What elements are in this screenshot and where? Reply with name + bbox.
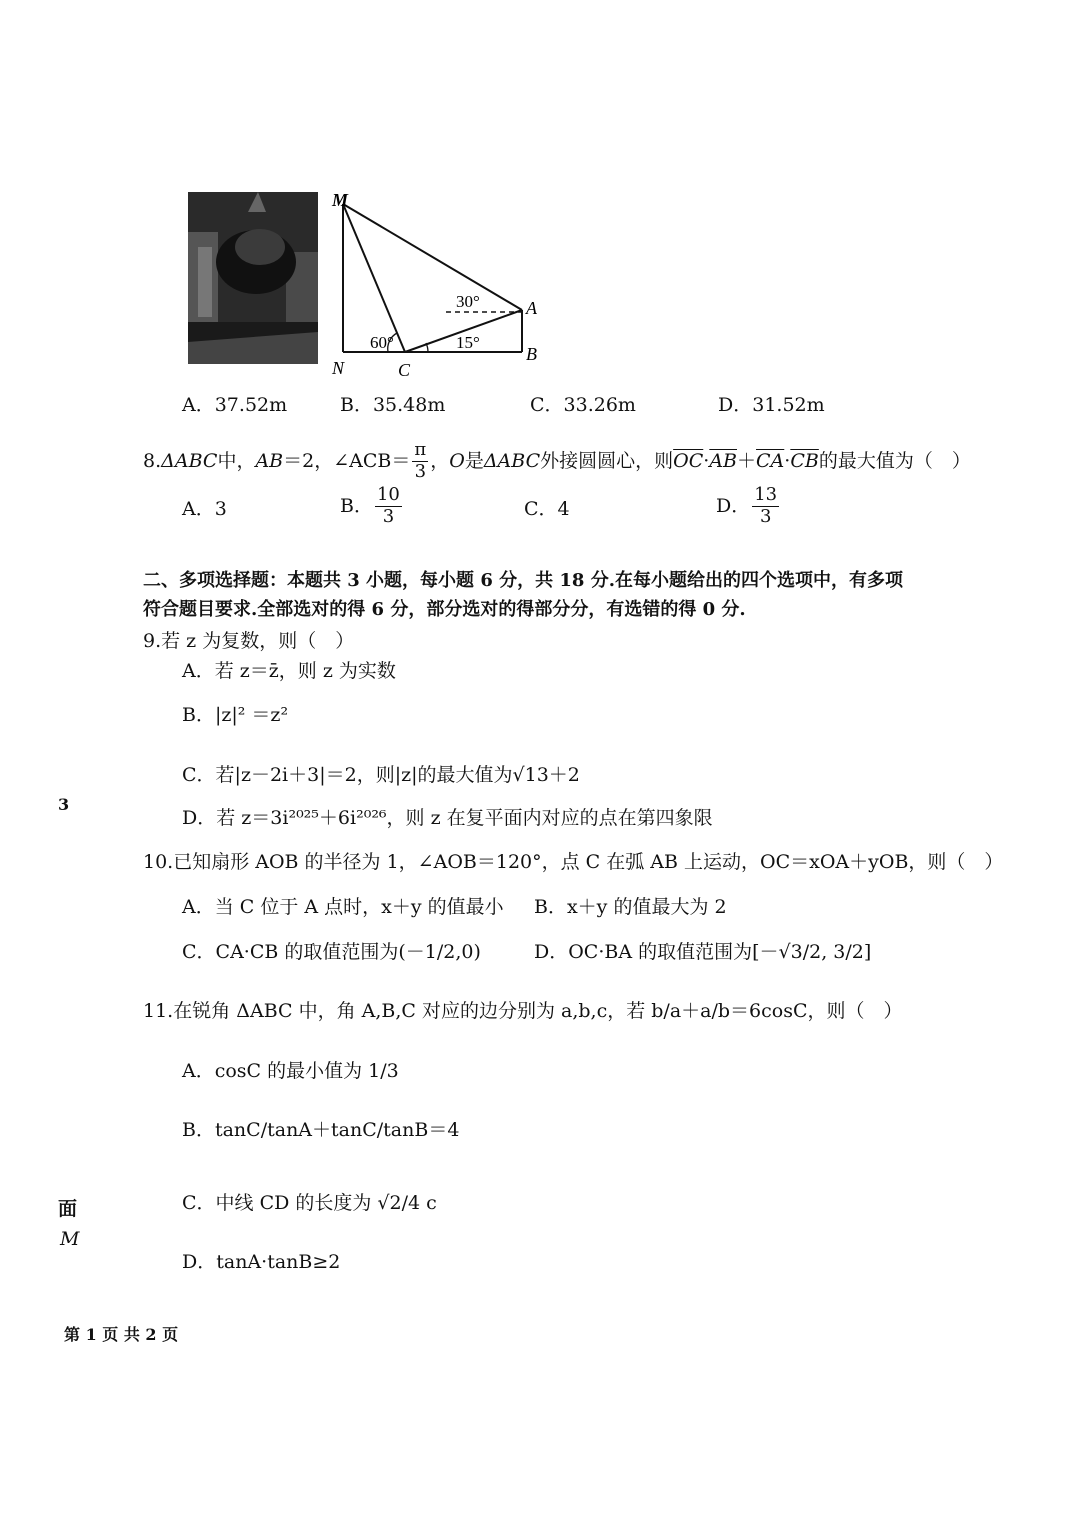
q8-comma: ，: [430, 449, 450, 472]
angle-30: 30°: [456, 292, 480, 311]
q8-triangle: ΔABC: [161, 449, 218, 472]
q8-triangle-2: ΔABC: [483, 449, 541, 472]
q9-option-c: C．若|z－2i＋3|＝2，则|z|的最大值为√13＋2: [182, 764, 580, 786]
q8-ab: AB: [255, 449, 284, 472]
triangle-diagram: [326, 188, 556, 383]
q11-option-d: D．tanA·tanB≥2: [182, 1251, 341, 1273]
q8-dot-2: ·: [784, 449, 791, 472]
section2-line2: 符合题目要求.全部选对的得 6 分，部分选对的得部分分，有选错的得 0 分.: [143, 599, 746, 620]
q11-option-b: B．tanC/tanA＋tanC/tanB＝4: [182, 1119, 460, 1141]
q10-option-a: A．当 C 位于 A 点时，x＋y 的值最小: [182, 896, 504, 918]
q8-option-a: A．3: [182, 498, 227, 520]
label-B: B: [526, 344, 537, 364]
q10-stem: 10.已知扇形 AOB 的半径为 1，∠AOB＝120°，点 C 在弧 AB 上运动，OC＝xOA＋yOB，则（ ）: [143, 851, 1004, 873]
q8-vec-cb: $\overline{CB}$: [790, 449, 819, 472]
q8-pi-fraction: $\frac{\pi}{3}$: [414, 439, 427, 482]
q8-text-5: 的最大值为（ ）: [818, 449, 971, 472]
q10-option-c: C．CA·CB 的取值范围为(－1/2,0): [182, 941, 481, 963]
q8-text-2: ＝2，∠ACB＝: [283, 449, 411, 472]
label-A: A: [526, 298, 537, 318]
q11-stem: 11.在锐角 ΔABC 中，角 A,B,C 对应的边分别为 a,b,c，若 b/a＋a/b＝6cosC，则（ ）: [143, 1000, 903, 1022]
page-footer: 第 1 页 共 2 页: [64, 1325, 179, 1344]
q7-option-b: B．35.48m: [340, 394, 446, 416]
q8-text-1: 中，: [217, 449, 256, 472]
q8-vec-ca: $\overline{CA}$: [756, 449, 785, 472]
q8-option-d: D． $\frac{13}{3}$: [716, 484, 778, 527]
label-N: N: [332, 358, 345, 378]
q9-option-b: B．|z|² ＝z²: [182, 704, 289, 726]
q8-number: 8.: [143, 449, 162, 472]
label-C: C: [398, 360, 411, 380]
q8-option-b: B． $\frac{10}{3}$: [340, 484, 400, 527]
q8-text-4: 外接圆圆心，则: [540, 449, 674, 472]
q8-d-fraction: $\frac{13}{3}$: [754, 484, 778, 527]
q11-option-c: C．中线 CD 的长度为 √2/4 c: [182, 1192, 437, 1214]
margin-mark-2: 面: [58, 1198, 78, 1220]
q7-option-a: A．37.52m: [182, 394, 288, 416]
q8-o: O: [449, 449, 465, 472]
label-M: M: [332, 190, 349, 210]
q10-option-b: B．x＋y 的值最大为 2: [534, 896, 727, 918]
q9-option-d: D．若 z＝3i²⁰²⁵＋6i²⁰²⁶，则 z 在复平面内对应的点在第四象限: [182, 807, 713, 829]
q10-option-d: D．OC·BA 的取值范围为[－√3/2, 3/2]: [534, 941, 872, 963]
q8-vec-oc: $\overline{OC}$: [673, 449, 704, 472]
q8-plus: ＋: [737, 449, 757, 472]
q8-dot-1: ·: [703, 449, 710, 472]
q8-option-c: C．4: [524, 498, 570, 520]
tower-photo: [188, 192, 318, 364]
q11-option-a: A．cosC 的最小值为 1/3: [182, 1060, 399, 1082]
q9-stem: 9.若 z 为复数，则（ ）: [143, 630, 355, 652]
q8-stem: [143, 440, 971, 482]
q7-option-d: D．31.52m: [718, 394, 825, 416]
margin-mark-3: M: [60, 1228, 80, 1250]
angle-15: 15°: [456, 333, 480, 352]
q9-option-a: A．若 z＝z̄，则 z 为实数: [182, 660, 396, 682]
q8-vec-ab: $\overline{AB}$: [709, 449, 737, 472]
q7-option-c: C．33.26m: [530, 394, 636, 416]
q8-b-fraction: $\frac{10}{3}$: [376, 484, 400, 527]
angle-60: 60°: [370, 333, 394, 352]
q8-text-3: 是: [464, 449, 484, 472]
section2-line1: 二、多项选择题：本题共 3 小题，每小题 6 分，共 18 分.在每小题给出的四个选项中，有多项: [143, 570, 903, 591]
margin-mark-1: 3: [58, 795, 70, 814]
